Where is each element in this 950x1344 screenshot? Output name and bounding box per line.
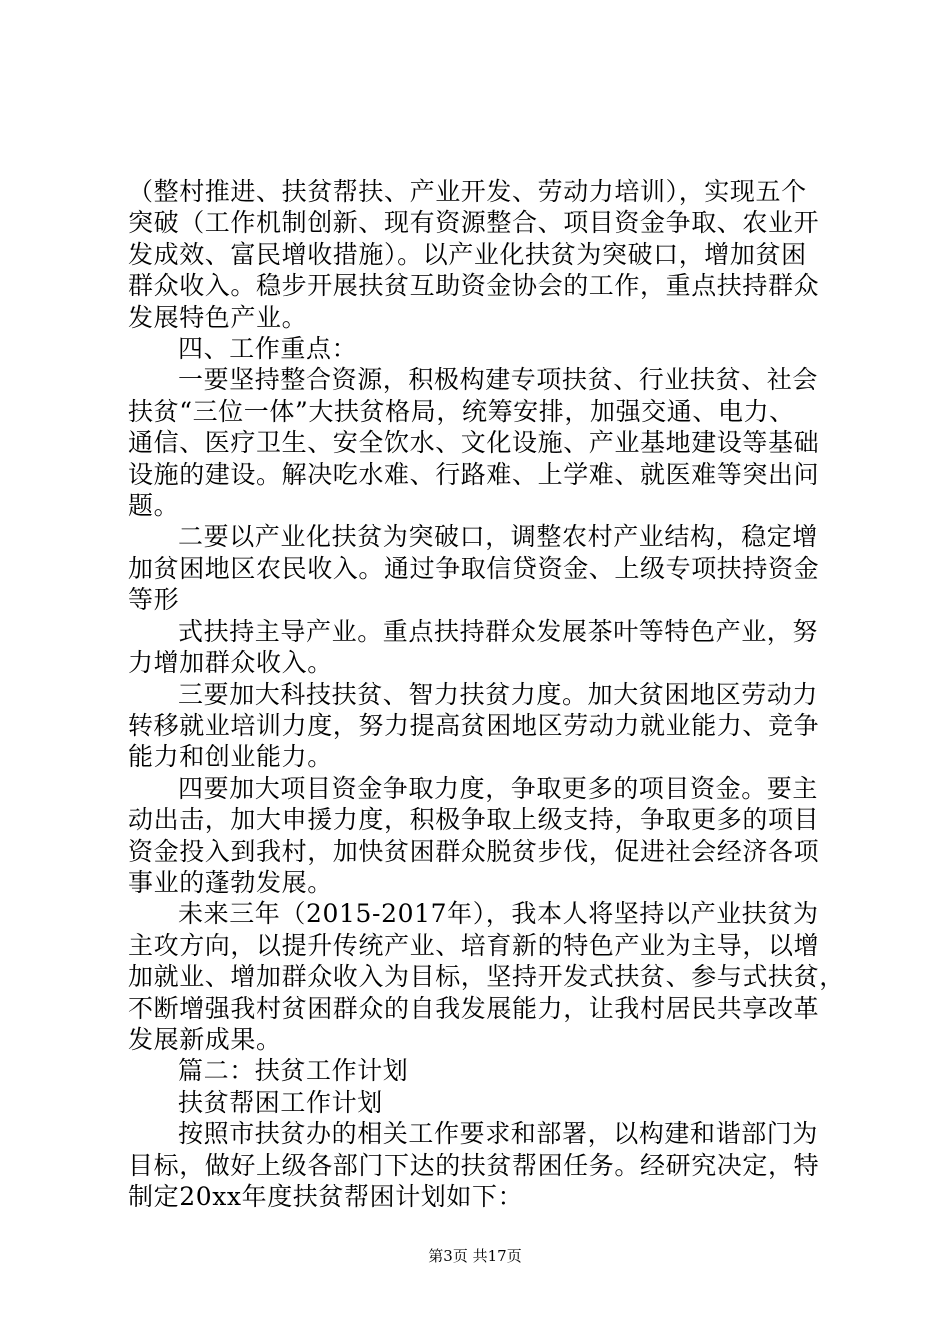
page-footer: 第3页 共17页 <box>428 1247 522 1265</box>
section-heading: 四、工作重点： <box>178 334 358 363</box>
paragraph-line: 加就业、增加群众收入为目标，坚持开发式扶贫、参与式扶贫， <box>128 962 845 991</box>
paragraph-line: 一要坚持整合资源，积极构建专项扶贫、行业扶贫、社会 <box>178 365 819 394</box>
paragraph-line: 题。 <box>128 491 180 520</box>
paragraph-line: 式扶持主导产业。重点扶持群众发展茶叶等特色产业，努 <box>178 617 819 646</box>
paragraph-line: 三要加大科技扶贫、智力扶贫力度。加大贫困地区劳动力 <box>178 680 819 709</box>
paragraph-line: 加贫困地区农民收入。通过争取信贷资金、上级专项扶持资金 <box>128 554 820 583</box>
paragraph-line: 等形 <box>128 585 180 614</box>
paragraph-line: 设施的建设。解决吃水难、行路难、上学难、就医难等突出问 <box>128 460 820 489</box>
paragraph-line: （整村推进、扶贫帮扶、产业开发、劳动力培训），实现五个 <box>128 177 807 206</box>
paragraph-line: 未来三年（2015-2017年），我本人将坚持以产业扶贫为 <box>178 899 819 928</box>
paragraph-line: 主攻方向，以提升传统产业、培育新的特色产业为主导，以增 <box>128 931 820 960</box>
paragraph-line: 资金投入到我村，加快贫困群众脱贫步伐，促进社会经济各项 <box>128 837 820 866</box>
paragraph-line: 群众收入。稳步开展扶贫互助资金协会的工作，重点扶持群众 <box>128 271 820 300</box>
paragraph-line: 四要加大项目资金争取力度，争取更多的项目资金。要主 <box>178 774 819 803</box>
paragraph-line: 扶贫“三位一体”大扶贫格局，统筹安排，加强交通、电力、 <box>128 397 795 426</box>
paragraph-line: 转移就业培训力度，努力提高贫困地区劳动力就业能力、竞争 <box>128 711 820 740</box>
paragraph-line: 按照市扶贫办的相关工作要求和部署，以构建和谐部门为 <box>178 1119 819 1148</box>
paragraph-line: 发展新成果。 <box>128 1025 282 1054</box>
article-heading: 篇二：扶贫工作计划 <box>178 1056 409 1085</box>
paragraph-line: 不断增强我村贫困群众的自我发展能力，让我村居民共享改革 <box>128 994 820 1023</box>
paragraph-line: 二要以产业化扶贫为突破口，调整农村产业结构，稳定增 <box>178 522 819 551</box>
article-title: 扶贫帮困工作计划 <box>178 1088 383 1117</box>
paragraph-line: 动出击，加大申援力度，积极争取上级支持，争取更多的项目 <box>128 805 820 834</box>
paragraph-line: 事业的蓬勃发展。 <box>128 868 333 897</box>
paragraph-line: 发展特色产业。 <box>128 303 308 332</box>
paragraph-line: 突破（工作机制创新、现有资源整合、项目资金争取、农业开 <box>128 208 820 237</box>
paragraph-line: 发成效、富民增收措施）。以产业化扶贫为突破口，增加贫困 <box>128 240 807 269</box>
paragraph-line: 制定20xx年度扶贫帮困计划如下： <box>128 1182 524 1211</box>
paragraph-line: 能力和创业能力。 <box>128 742 333 771</box>
paragraph-line: 力增加群众收入。 <box>128 648 333 677</box>
paragraph-line: 通信、医疗卫生、安全饮水、文化设施、产业基地建设等基础 <box>128 428 820 457</box>
paragraph-line: 目标，做好上级各部门下达的扶贫帮困任务。经研究决定，特 <box>128 1151 820 1180</box>
